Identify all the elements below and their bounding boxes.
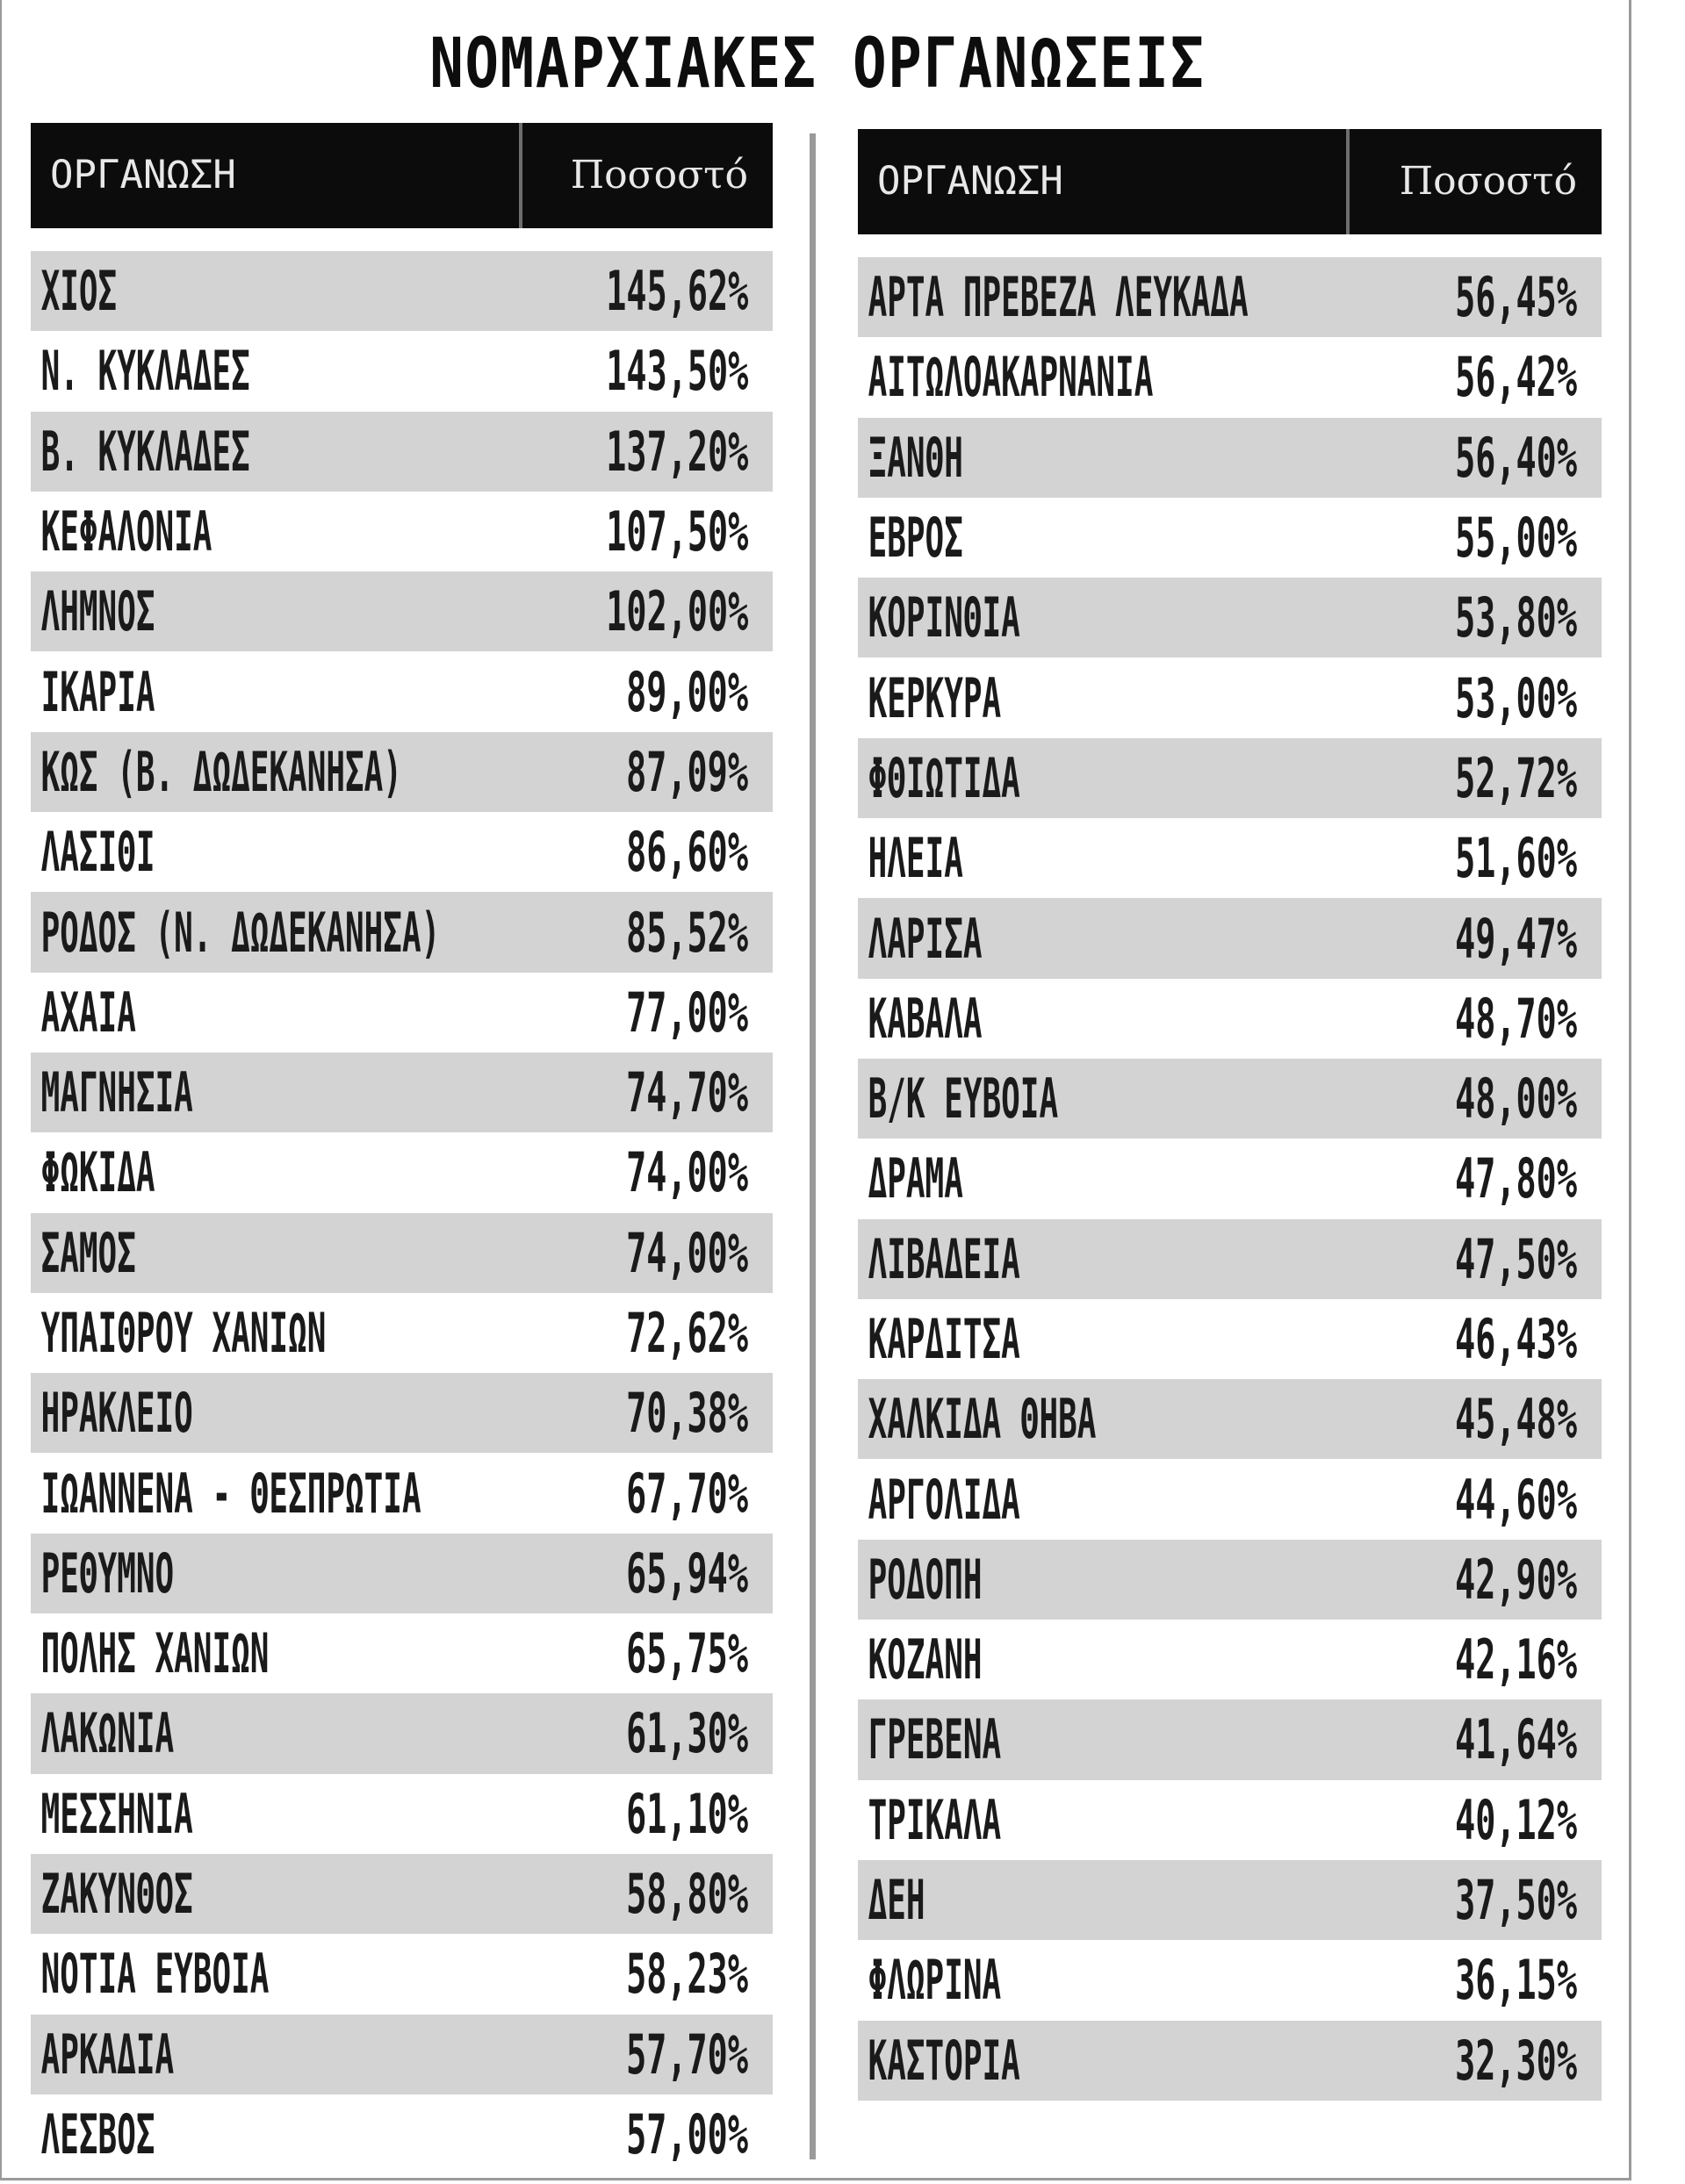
organization-cell: [31, 1541, 551, 1606]
table-row: [31, 1052, 773, 1132]
percentage-cell: [1380, 826, 1602, 890]
organization-name: ΔΕΗ: [868, 1868, 925, 1933]
percentage-cell: [519, 339, 773, 403]
percentage-value: 57,00%: [626, 2101, 748, 2166]
left-results-table: [31, 123, 773, 2174]
page-title: ΝΟΜΑΡΧΙΑΚΕΣ ΟΡΓΑΝΩΣΕΙΣ: [429, 25, 1206, 104]
organization-name: ΞΑΝΘΗ: [868, 425, 963, 490]
table-row: [858, 1540, 1602, 1620]
organization-name: ΛΑΣΙΘΙ: [40, 820, 155, 885]
percentage-cell: [1380, 2029, 1602, 2093]
organization-cell: [31, 1381, 551, 1445]
table-row: [858, 337, 1602, 417]
percentage-cell: [551, 2102, 773, 2166]
organization-cell: [858, 987, 1380, 1051]
table-row: [31, 1774, 773, 1854]
organization-cell: [31, 420, 519, 484]
percentage-cell: [551, 1462, 773, 1526]
organization-cell: [31, 820, 551, 884]
percentage-value: 55,00%: [1455, 506, 1577, 571]
organization-name: ΗΛΕΙΑ: [868, 826, 963, 891]
percentage-cell: [551, 740, 773, 804]
organization-name: ΠΟΛΗΣ ΧΑΝΙΩΝ: [40, 1621, 270, 1686]
percentage-cell: [551, 1221, 773, 1285]
percentage-value: 32,30%: [1455, 2028, 1577, 2093]
table-row: [858, 498, 1602, 578]
organization-name: ΤΡΙΚΑΛΑ: [868, 1787, 1002, 1852]
percentage-value: 58,80%: [626, 1862, 748, 1927]
organization-name: ΚΑΒΑΛΑ: [868, 986, 983, 1051]
organization-cell: [31, 339, 519, 403]
table-row: [31, 1293, 773, 1373]
percentage-cell: [551, 1701, 773, 1765]
organization-cell: [31, 2102, 551, 2166]
column-header-percentage: Ποσοστό: [570, 153, 748, 198]
table-row: [858, 1059, 1602, 1139]
organization-cell: [31, 1462, 551, 1526]
organization-cell: [858, 1707, 1380, 1771]
percentage-value: 47,50%: [1455, 1226, 1577, 1291]
percentage-value: 74,70%: [626, 1060, 748, 1125]
organization-name: ΖΑΚΥΝΘΟΣ: [40, 1862, 193, 1927]
organization-name: ΕΒΡΟΣ: [868, 506, 963, 571]
organization-name: ΚΕΦΑΛΟΝΙΑ: [40, 499, 212, 564]
organization-cell: [858, 586, 1380, 650]
organization-name: Β/Κ ΕΥΒΟΙΑ: [868, 1067, 1059, 1132]
percentage-cell: [551, 1140, 773, 1204]
organization-cell: [31, 1621, 551, 1685]
organization-cell: [31, 1060, 551, 1124]
organization-name: ΡΕΘΥΜΝΟ: [40, 1541, 175, 1606]
organization-cell: [858, 1067, 1380, 1131]
percentage-cell: [1380, 1227, 1602, 1291]
percentage-cell: [1380, 506, 1602, 570]
percentage-cell: [1380, 1548, 1602, 1612]
table-body: [31, 251, 773, 2174]
organization-cell: [858, 666, 1380, 730]
percentage-cell: [1380, 345, 1602, 409]
table-row: [858, 1139, 1602, 1218]
table-header: [858, 129, 1602, 234]
percentage-cell: [551, 1782, 773, 1846]
table-row: [31, 412, 773, 492]
percentage-cell: [551, 1060, 773, 1124]
table-row: [31, 1453, 773, 1533]
table-row: [858, 657, 1602, 737]
organization-cell: [31, 259, 519, 323]
table-row: [858, 1860, 1602, 1940]
organization-name: ΑΡΓΟΛΙΔΑ: [868, 1467, 1020, 1532]
organization-cell: [31, 1140, 551, 1204]
percentage-cell: [519, 420, 773, 484]
organization-cell: [31, 1221, 551, 1285]
table-row: [858, 2021, 1602, 2101]
organization-name: ΛΕΣΒΟΣ: [40, 2101, 155, 2166]
organization-name: ΦΘΙΩΤΙΔΑ: [868, 745, 1020, 810]
organization-cell: [858, 1146, 1380, 1211]
percentage-value: 65,75%: [626, 1621, 748, 1686]
percentage-value: 42,16%: [1455, 1627, 1577, 1692]
table-row: [858, 1780, 1602, 1860]
table-row: [858, 1299, 1602, 1379]
percentage-value: 107,50%: [605, 499, 748, 564]
table-row: [31, 1854, 773, 1934]
percentage-cell: [1380, 426, 1602, 490]
column-header-percentage: Ποσοστό: [1399, 159, 1577, 204]
organization-cell: [31, 660, 551, 724]
organization-cell: [858, 1627, 1380, 1692]
percentage-cell: [1380, 1307, 1602, 1371]
table-row: [31, 1534, 773, 1613]
table-row: [858, 1379, 1602, 1459]
table-row: [31, 1213, 773, 1293]
organization-cell: [858, 506, 1380, 570]
percentage-cell: [1380, 1067, 1602, 1131]
percentage-cell: [1380, 1948, 1602, 2012]
organization-name: ΙΩΑΝΝΕΝΑ - ΘΕΣΠΡΩΤΙΑ: [40, 1461, 421, 1526]
table-row: [31, 1934, 773, 2014]
percentage-cell: [551, 1541, 773, 1606]
organization-cell: [31, 981, 551, 1045]
percentage-cell: [519, 579, 773, 643]
percentage-value: 56,42%: [1455, 345, 1577, 410]
percentage-value: 44,60%: [1455, 1467, 1577, 1532]
table-row: [31, 1132, 773, 1212]
percentage-value: 61,30%: [626, 1701, 748, 1766]
table-row: [858, 578, 1602, 657]
organization-name: ΛΑΡΙΣΑ: [868, 906, 983, 971]
table-row: [858, 979, 1602, 1059]
organization-name: Β. ΚΥΚΛΑΔΕΣ: [40, 419, 250, 484]
percentage-cell: [551, 1862, 773, 1926]
percentage-value: 51,60%: [1455, 826, 1577, 891]
organization-name: ΑΡΤΑ ΠΡΕΒΕΖΑ ΛΕΥΚΑΔΑ: [868, 265, 1249, 330]
organization-name: ΚΑΣΤΟΡΙΑ: [868, 2028, 1020, 2093]
percentage-cell: [1380, 265, 1602, 329]
organization-cell: [858, 826, 1380, 890]
organization-name: ΑΧΑΙΑ: [40, 980, 136, 1045]
organization-cell: [31, 1862, 551, 1926]
percentage-cell: [1380, 907, 1602, 971]
organization-cell: [858, 345, 1380, 409]
percentage-cell: [551, 1942, 773, 2006]
organization-name: ΧΙΟΣ: [40, 259, 118, 324]
percentage-value: 67,70%: [626, 1461, 748, 1526]
percentage-cell: [1380, 1387, 1602, 1451]
percentage-value: 53,80%: [1455, 586, 1577, 650]
organization-cell: [858, 265, 1380, 329]
percentage-value: 48,70%: [1455, 986, 1577, 1051]
percentage-value: 143,50%: [605, 339, 748, 404]
percentage-value: 45,48%: [1455, 1387, 1577, 1452]
organization-cell: [858, 907, 1380, 971]
percentage-value: 49,47%: [1455, 906, 1577, 971]
percentage-value: 65,94%: [626, 1541, 748, 1606]
percentage-cell: [519, 499, 773, 564]
organization-name: ΓΡΕΒΕΝΑ: [868, 1707, 1002, 1772]
percentage-cell: [1380, 1146, 1602, 1211]
percentage-cell: [551, 2022, 773, 2087]
percentage-cell: [1380, 1788, 1602, 1852]
percentage-value: 85,52%: [626, 900, 748, 965]
percentage-value: 61,10%: [626, 1781, 748, 1846]
table-row: [31, 2094, 773, 2174]
table-row: [31, 571, 773, 651]
organization-name: ΚΕΡΚΥΡΑ: [868, 665, 1002, 730]
organization-name: ΦΛΩΡΙΝΑ: [868, 1948, 1002, 2013]
organization-name: ΛΙΒΑΔΕΙΑ: [868, 1226, 1020, 1291]
organization-name: ΛΑΚΩΝΙΑ: [40, 1701, 175, 1766]
percentage-value: 36,15%: [1455, 1948, 1577, 2013]
organization-cell: [858, 1788, 1380, 1852]
percentage-cell: [551, 981, 773, 1045]
organization-name: ΚΟΡΙΝΘΙΑ: [868, 586, 1020, 650]
organization-cell: [31, 740, 551, 804]
table-row: [858, 818, 1602, 898]
organization-cell: [31, 1782, 551, 1846]
column-header-organization: ΟΡΓΑΝΩΣΗ: [858, 129, 1350, 234]
organization-cell: [858, 746, 1380, 810]
organization-name: Ν. ΚΥΚΛΑΔΕΣ: [40, 339, 250, 404]
organization-cell: [31, 1301, 551, 1365]
table-row: [858, 1219, 1602, 1299]
percentage-cell: [1380, 1468, 1602, 1532]
table-row: [31, 892, 773, 972]
percentage-value: 47,80%: [1455, 1146, 1577, 1211]
organization-name: ΜΑΓΝΗΣΙΑ: [40, 1060, 193, 1125]
percentage-cell: [1380, 1868, 1602, 1932]
organization-name: ΦΩΚΙΔΑ: [40, 1140, 155, 1205]
table-row: [31, 331, 773, 411]
table-row: [858, 257, 1602, 337]
right-results-table: [858, 129, 1602, 2101]
table-row: [31, 1373, 773, 1453]
table-row: [31, 1613, 773, 1693]
percentage-value: 145,62%: [605, 259, 748, 324]
organization-name: ΗΡΑΚΛΕΙΟ: [40, 1381, 193, 1446]
percentage-value: 41,64%: [1455, 1707, 1577, 1772]
column-header-organization: ΟΡΓΑΝΩΣΗ: [31, 123, 522, 228]
organization-cell: [858, 1307, 1380, 1371]
organization-name: ΛΗΜΝΟΣ: [40, 579, 155, 644]
table-row: [858, 1620, 1602, 1699]
percentage-cell: [551, 1301, 773, 1365]
organization-name: ΚΟΖΑΝΗ: [868, 1627, 983, 1692]
organization-name: ΚΑΡΔΙΤΣΑ: [868, 1307, 1020, 1371]
organization-cell: [858, 1227, 1380, 1291]
percentage-value: 74,00%: [626, 1140, 748, 1205]
percentage-cell: [551, 1621, 773, 1685]
organization-cell: [31, 901, 551, 965]
percentage-value: 102,00%: [605, 579, 748, 644]
table-row: [858, 418, 1602, 498]
organization-cell: [858, 1468, 1380, 1532]
percentage-value: 77,00%: [626, 980, 748, 1045]
percentage-cell: [551, 820, 773, 884]
percentage-value: 56,40%: [1455, 425, 1577, 490]
percentage-value: 56,45%: [1455, 265, 1577, 330]
percentage-value: 74,00%: [626, 1220, 748, 1285]
percentage-cell: [551, 901, 773, 965]
table-row: [858, 1940, 1602, 2020]
percentage-cell: [1380, 1707, 1602, 1771]
percentage-value: 37,50%: [1455, 1868, 1577, 1933]
percentage-value: 48,00%: [1455, 1067, 1577, 1132]
organization-cell: [31, 579, 519, 643]
percentage-value: 89,00%: [626, 659, 748, 724]
percentage-value: 52,72%: [1455, 745, 1577, 810]
organization-name: ΣΑΜΟΣ: [40, 1220, 136, 1285]
table-row: [31, 2015, 773, 2094]
table-row: [31, 973, 773, 1052]
organization-name: ΙΚΑΡΙΑ: [40, 659, 155, 724]
organization-name: ΑΙΤΩΛΟΑΚΑΡΝΑΝΙΑ: [868, 345, 1154, 410]
organization-cell: [31, 2022, 551, 2087]
organization-cell: [858, 2029, 1380, 2093]
percentage-value: 86,60%: [626, 820, 748, 885]
percentage-value: 42,90%: [1455, 1547, 1577, 1612]
percentage-cell: [519, 259, 773, 323]
organization-name: ΧΑΛΚΙΔΑ ΘΗΒΑ: [868, 1387, 1097, 1452]
table-body: [858, 257, 1602, 2101]
table-row: [31, 492, 773, 571]
organization-cell: [31, 1942, 551, 2006]
percentage-value: 137,20%: [605, 419, 748, 484]
percentage-cell: [1380, 987, 1602, 1051]
organization-name: ΚΩΣ (Β. ΔΩΔΕΚΑΝΗΣΑ): [40, 739, 402, 804]
percentage-value: 53,00%: [1455, 665, 1577, 730]
percentage-cell: [1380, 1627, 1602, 1692]
table-row: [858, 898, 1602, 978]
table-row: [858, 1459, 1602, 1539]
percentage-value: 40,12%: [1455, 1787, 1577, 1852]
organization-name: ΔΡΑΜΑ: [868, 1146, 963, 1211]
organization-cell: [858, 1387, 1380, 1451]
organization-name: ΡΟΔΟΣ (Ν. ΔΩΔΕΚΑΝΗΣΑ): [40, 900, 441, 965]
table-row: [31, 812, 773, 892]
table-row: [31, 251, 773, 331]
organization-name: ΑΡΚΑΔΙΑ: [40, 2022, 175, 2087]
organization-cell: [858, 1868, 1380, 1932]
organization-cell: [858, 1548, 1380, 1612]
percentage-cell: [1380, 746, 1602, 810]
table-row: [858, 1699, 1602, 1779]
organization-name: ΥΠΑΙΘΡΟΥ ΧΑΝΙΩΝ: [40, 1301, 327, 1365]
table-row: [858, 738, 1602, 818]
organization-cell: [31, 499, 519, 564]
table-row: [31, 732, 773, 812]
percentage-value: 72,62%: [626, 1301, 748, 1365]
organization-name: ΡΟΔΟΠΗ: [868, 1547, 983, 1612]
organization-name: ΜΕΣΣΗΝΙΑ: [40, 1781, 193, 1846]
organization-cell: [31, 1701, 551, 1765]
percentage-value: 58,23%: [626, 1942, 748, 2007]
percentage-cell: [1380, 586, 1602, 650]
percentage-value: 87,09%: [626, 739, 748, 804]
organization-cell: [858, 1948, 1380, 2012]
percentage-value: 57,70%: [626, 2022, 748, 2087]
table-header: [31, 123, 773, 228]
organization-cell: [858, 426, 1380, 490]
table-row: [31, 1693, 773, 1773]
percentage-value: 70,38%: [626, 1381, 748, 1446]
table-row: [31, 651, 773, 731]
percentage-value: 46,43%: [1455, 1307, 1577, 1371]
percentage-cell: [551, 1381, 773, 1445]
organization-name: ΝΟΤΙΑ ΕΥΒΟΙΑ: [40, 1942, 270, 2007]
percentage-cell: [1380, 666, 1602, 730]
percentage-cell: [551, 660, 773, 724]
column-divider: [810, 133, 816, 2159]
